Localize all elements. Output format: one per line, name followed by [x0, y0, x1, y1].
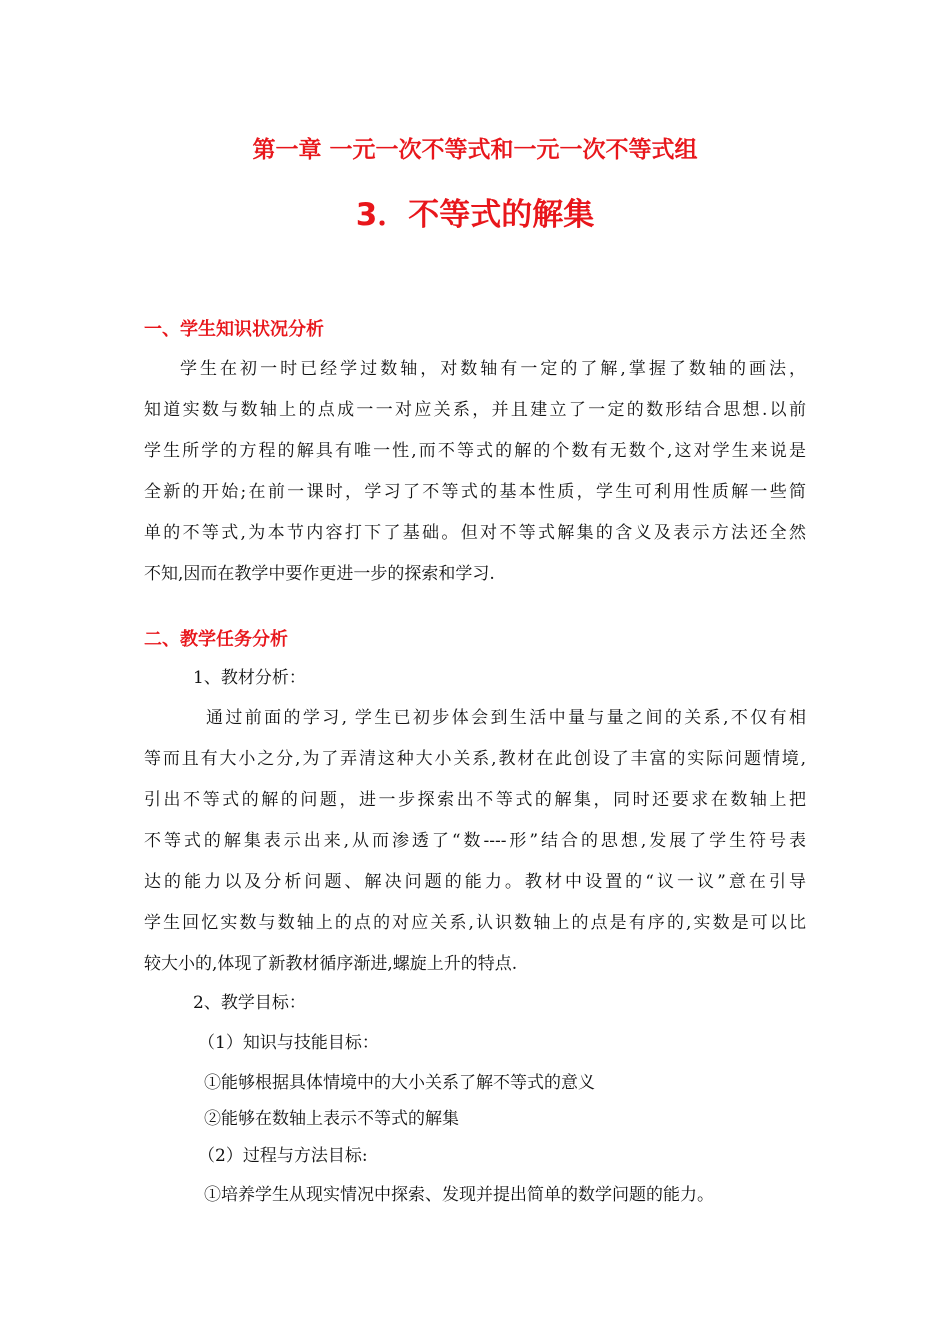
- paragraph-line: 不知,因而在教学中要作更进一步的探索和学习.: [144, 564, 495, 584]
- heading-teaching-task-analysis: 二、教学任务分析: [144, 629, 288, 650]
- paragraph-line: 学生回忆实数与数轴上的点的对应关系,认识数轴上的点是有序的,实数是可以比: [144, 913, 806, 933]
- section-title: 3．不等式的解集: [355, 197, 595, 233]
- goal-knowledge-skills-label: （1）知识与技能目标：: [198, 1033, 379, 1053]
- goal-item: ②能够在数轴上表示不等式的解集: [204, 1109, 459, 1129]
- goal-item: ①能够根据具体情境中的大小关系了解不等式的意义: [204, 1073, 595, 1093]
- goal-item: ①培养学生从现实情况中探索、发现并提出简单的数学问题的能力。: [204, 1185, 714, 1205]
- goal-process-methods-label: （2）过程与方法目标:: [198, 1146, 368, 1166]
- paragraph-line: 学生在初一时已经学过数轴，对数轴有一定的了解,掌握了数轴的画法，: [180, 359, 806, 379]
- subheading-textbook-analysis: 1、教材分析：: [193, 668, 306, 688]
- paragraph-line: 通过前面的学习, 学生已初步体会到生活中量与量之间的关系,不仅有相: [206, 708, 806, 728]
- paragraph-line: 全新的开始;在前一课时，学习了不等式的基本性质，学生可利用性质解一些简: [144, 482, 806, 502]
- paragraph-line: 单的不等式,为本节内容打下了基础。但对不等式解集的含义及表示方法还全然: [144, 523, 806, 543]
- chapter-title: 第一章 一元一次不等式和一元一次不等式组: [252, 137, 698, 163]
- paragraph-line: 达的能力以及分析问题、解决问题的能力。教材中设置的“议一议”意在引导: [144, 872, 806, 892]
- heading-student-knowledge-analysis: 一、学生知识状况分析: [144, 319, 324, 340]
- paragraph-line: 等而且有大小之分,为了弄清这种大小关系,教材在此创设了丰富的实际问题情境,: [144, 749, 806, 769]
- paragraph-line: 不等式的解集表示出来,从而渗透了“数----形”结合的思想,发展了学生符号表: [144, 831, 806, 851]
- paragraph-line: 较大小的,体现了新教材循序渐进,螺旋上升的特点.: [144, 954, 518, 974]
- paragraph-line: 知道实数与数轴上的点成一一对应关系，并且建立了一定的数形结合思想.以前: [144, 400, 806, 420]
- paragraph-line: 学生所学的方程的解具有唯一性,而不等式的解的个数有无数个,这对学生来说是: [144, 441, 806, 461]
- subheading-teaching-goals: 2、教学目标：: [193, 993, 306, 1013]
- paragraph-line: 引出不等式的解的问题，进一步探索出不等式的解集，同时还要求在数轴上把: [144, 790, 806, 810]
